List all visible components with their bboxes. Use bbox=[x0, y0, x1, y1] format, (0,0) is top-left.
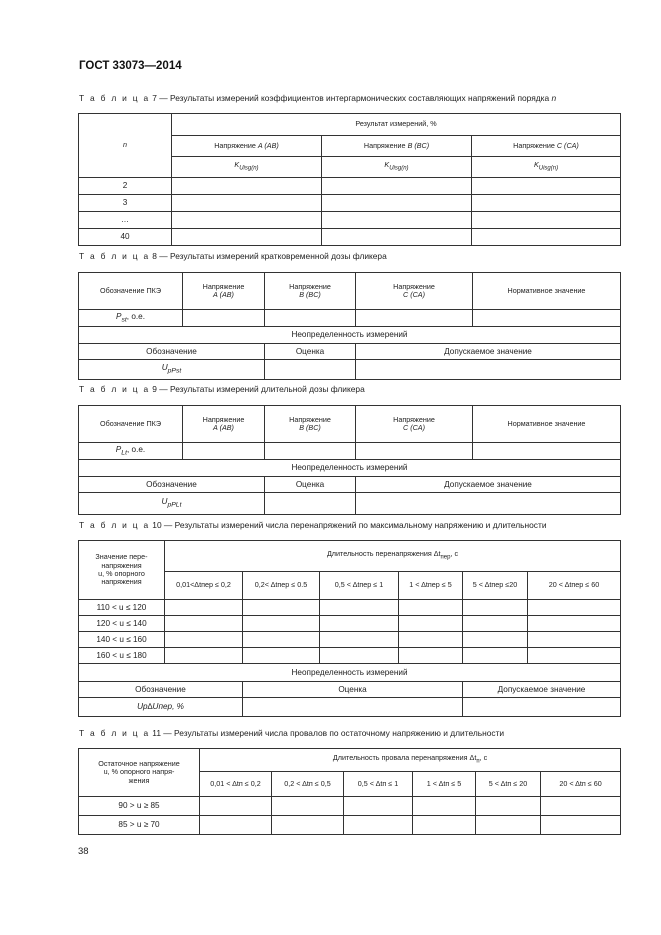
uncertainty-designation-header: Обозначение bbox=[79, 344, 265, 360]
group-header-unit: , с bbox=[450, 549, 459, 559]
data-cell bbox=[243, 616, 320, 632]
table-11 bbox=[78, 748, 621, 835]
data-cell bbox=[272, 797, 344, 816]
row-header-line: Остаточное напряжение bbox=[98, 759, 180, 769]
row-label: 85 > u ≥ 70 bbox=[79, 816, 200, 835]
interval-header: 0,2 < Δtп ≤ 0,5 bbox=[272, 772, 344, 797]
data-cell bbox=[322, 229, 472, 246]
symbol-sub: Lt bbox=[121, 449, 127, 457]
data-cell bbox=[463, 648, 528, 664]
data-cell bbox=[473, 310, 621, 327]
table-word: Т а б л и ц а bbox=[79, 251, 150, 261]
table-word: Т а б л и ц а bbox=[79, 728, 150, 738]
data-cell bbox=[541, 816, 621, 835]
voltage-label: Напряжение bbox=[202, 281, 245, 291]
group-header-text: Длительность провала перенапряжения Δt bbox=[332, 753, 477, 763]
interval-header: 1 < Δtпер ≤ 5 bbox=[399, 572, 463, 600]
table-row bbox=[79, 443, 621, 460]
column-header-phase-b bbox=[322, 136, 472, 157]
table-number: 11 bbox=[152, 728, 161, 738]
data-cell bbox=[172, 212, 322, 229]
row-header-line: жения bbox=[128, 775, 150, 785]
table-number: 9 bbox=[152, 384, 157, 394]
data-cell bbox=[183, 310, 265, 327]
phase-label: C (CA) bbox=[403, 423, 425, 432]
voltage-label: Напряжение bbox=[363, 140, 406, 150]
k-symbol-c bbox=[472, 157, 621, 178]
k-sub: Uisg(n) bbox=[389, 165, 409, 172]
table-8-caption bbox=[79, 251, 387, 261]
uncertainty-symbol bbox=[79, 360, 265, 380]
table-row bbox=[79, 178, 621, 195]
caption-variable: n bbox=[551, 93, 557, 103]
k-sub: Uisg(n) bbox=[538, 165, 559, 172]
data-cell bbox=[344, 816, 413, 835]
table-word: Т а б л и ц а bbox=[79, 93, 150, 103]
data-cell bbox=[476, 797, 541, 816]
data-cell bbox=[356, 310, 473, 327]
data-cell bbox=[243, 698, 463, 717]
table-row bbox=[79, 360, 621, 380]
voltage-label: Напряжение bbox=[513, 140, 555, 150]
table-row bbox=[79, 493, 621, 515]
table-row bbox=[79, 816, 621, 835]
table-row bbox=[79, 600, 621, 616]
data-cell bbox=[165, 600, 243, 616]
row-label: 120 < u ≤ 140 bbox=[79, 616, 165, 632]
data-cell bbox=[165, 648, 243, 664]
table-row bbox=[79, 698, 621, 717]
uncertainty-symbol: Up∆Uпер, % bbox=[79, 698, 243, 717]
table-row bbox=[79, 648, 621, 664]
row-label: 140 < u ≤ 160 bbox=[79, 632, 165, 648]
data-cell bbox=[265, 310, 356, 327]
data-cell bbox=[399, 616, 463, 632]
row-label: … bbox=[79, 212, 172, 229]
data-cell bbox=[322, 212, 472, 229]
column-header-phase-a bbox=[172, 136, 322, 157]
column-header-designation: Обозначение ПКЭ bbox=[79, 273, 183, 310]
uncertainty-allowed-header: Допускаемое значение bbox=[463, 682, 621, 698]
row-header-line: напряжения bbox=[101, 560, 142, 570]
k-symbol-a bbox=[172, 157, 322, 178]
data-cell bbox=[476, 816, 541, 835]
data-cell bbox=[356, 360, 621, 380]
table-9-caption bbox=[79, 384, 365, 394]
table-number: 7 bbox=[152, 93, 157, 103]
phase-label: C (CA) bbox=[556, 140, 579, 150]
interval-header: 0,01 < Δtп ≤ 0,2 bbox=[200, 772, 272, 797]
data-cell bbox=[463, 616, 528, 632]
group-header-unit: , с bbox=[479, 753, 488, 763]
voltage-label: Напряжение bbox=[214, 140, 256, 150]
table-7 bbox=[78, 113, 621, 246]
column-header-phase-c bbox=[356, 406, 473, 443]
voltage-label: Напряжение bbox=[393, 414, 435, 424]
caption-text: — Результаты измерений коэффициентов интергармонических составляющих напряжений порядка bbox=[156, 93, 552, 103]
data-cell bbox=[528, 616, 621, 632]
caption-text: — Результаты измерений числа перенапряжений по максимальному напряжению и длительности bbox=[161, 520, 547, 530]
data-cell bbox=[200, 797, 272, 816]
symbol-sub: pPLt bbox=[167, 501, 182, 509]
data-cell bbox=[344, 797, 413, 816]
uncertainty-symbol bbox=[79, 493, 265, 515]
table-7-caption bbox=[79, 93, 556, 103]
k-symbol-b bbox=[322, 157, 472, 178]
data-cell bbox=[172, 195, 322, 212]
data-cell bbox=[172, 178, 322, 195]
phase-label: C (CA) bbox=[403, 290, 425, 299]
data-cell bbox=[265, 493, 356, 515]
data-cell bbox=[183, 443, 265, 460]
uncertainty-header: Неопределенность измерений bbox=[79, 664, 621, 682]
column-header-phase-b bbox=[265, 406, 356, 443]
data-cell bbox=[472, 178, 621, 195]
column-header-phase-c bbox=[356, 273, 473, 310]
table-row bbox=[79, 229, 621, 246]
data-cell bbox=[165, 632, 243, 648]
phase-label: A (AB) bbox=[257, 140, 279, 150]
data-cell bbox=[320, 632, 399, 648]
data-cell bbox=[528, 632, 621, 648]
uncertainty-header: Неопределенность измерений bbox=[79, 460, 621, 477]
table-row bbox=[79, 310, 621, 327]
group-header-sub: пер bbox=[440, 554, 451, 561]
data-cell bbox=[472, 195, 621, 212]
phase-label: B (BC) bbox=[407, 140, 430, 150]
data-cell bbox=[200, 816, 272, 835]
data-cell bbox=[528, 648, 621, 664]
document-id: ГОСТ 33073—2014 bbox=[79, 60, 182, 72]
data-cell bbox=[243, 648, 320, 664]
row-header-line: u, % опорного напря- bbox=[103, 767, 175, 777]
group-header-text: Длительность перенапряжения Δt bbox=[326, 549, 441, 559]
symbol-main: P bbox=[116, 311, 122, 321]
row-label: 110 < u ≤ 120 bbox=[79, 600, 165, 616]
row-header-line: напряжения bbox=[101, 577, 142, 587]
data-cell bbox=[541, 797, 621, 816]
column-header-normative: Нормативное значение bbox=[473, 406, 621, 443]
phase-label: A (AB) bbox=[213, 290, 234, 299]
symbol-unit: , о.е. bbox=[126, 444, 146, 454]
caption-text: — Результаты измерений числа провалов по остаточному напряжению и длительности bbox=[160, 728, 505, 738]
data-cell bbox=[528, 600, 621, 616]
phase-label: A (AB) bbox=[213, 423, 234, 432]
column-header-n: n bbox=[79, 114, 172, 178]
interval-header: 0,2< Δtпер ≤ 0.5 bbox=[243, 572, 320, 600]
k-main: K bbox=[234, 160, 240, 170]
interval-header: 5 < Δtп ≤ 20 bbox=[476, 772, 541, 797]
table-row bbox=[79, 797, 621, 816]
data-cell bbox=[356, 493, 621, 515]
data-cell bbox=[463, 600, 528, 616]
row-label: 2 bbox=[79, 178, 172, 195]
group-header bbox=[200, 749, 621, 772]
group-header-sub: п bbox=[476, 758, 480, 765]
data-cell bbox=[165, 616, 243, 632]
row-header bbox=[79, 749, 200, 797]
uncertainty-allowed-header: Допускаемое значение bbox=[356, 477, 621, 493]
row-label bbox=[79, 310, 183, 327]
data-cell bbox=[472, 212, 621, 229]
symbol-sub: st bbox=[121, 316, 127, 324]
table-10 bbox=[78, 540, 621, 717]
voltage-label: Напряжение bbox=[289, 414, 331, 424]
table-11-caption bbox=[79, 728, 504, 738]
table-number: 10 bbox=[152, 520, 162, 530]
k-main: K bbox=[533, 160, 539, 170]
uncertainty-estimate-header: Оценка bbox=[265, 477, 356, 493]
data-cell bbox=[399, 648, 463, 664]
column-header-phase-a bbox=[183, 273, 265, 310]
interval-header: 0,5 < Δtп ≤ 1 bbox=[344, 772, 413, 797]
k-main: K bbox=[384, 160, 390, 170]
uncertainty-estimate-header: Оценка bbox=[243, 682, 463, 698]
voltage-label: Напряжение bbox=[393, 281, 435, 291]
data-cell bbox=[473, 443, 621, 460]
data-cell bbox=[320, 648, 399, 664]
caption-text: — Результаты измерений длительной дозы фликера bbox=[156, 384, 365, 394]
data-cell bbox=[399, 632, 463, 648]
interval-header: 20 < Δtп ≤ 60 bbox=[541, 772, 621, 797]
column-header-phase-a bbox=[183, 406, 265, 443]
data-cell bbox=[243, 632, 320, 648]
group-header: Результат измерений, % bbox=[172, 114, 621, 136]
interval-header: 0,01<Δtпер ≤ 0,2 bbox=[165, 572, 243, 600]
group-header bbox=[165, 541, 621, 572]
table-row bbox=[79, 616, 621, 632]
voltage-label: Напряжение bbox=[202, 414, 245, 424]
table-number: 8 bbox=[152, 251, 157, 261]
table-8 bbox=[78, 272, 621, 380]
row-label bbox=[79, 443, 183, 460]
phase-label: B (BC) bbox=[299, 290, 321, 299]
page-number: 38 bbox=[78, 846, 89, 857]
interval-header: 1 < Δtп ≤ 5 bbox=[413, 772, 476, 797]
row-header bbox=[79, 541, 165, 600]
table-row bbox=[79, 195, 621, 212]
uncertainty-designation-header: Обозначение bbox=[79, 682, 243, 698]
row-label: 3 bbox=[79, 195, 172, 212]
symbol-main: P bbox=[115, 444, 122, 454]
table-10-caption bbox=[79, 520, 547, 530]
k-sub: Uisg(n) bbox=[239, 165, 259, 172]
interval-header: 20 < Δtпер ≤ 60 bbox=[528, 572, 621, 600]
data-cell bbox=[320, 616, 399, 632]
table-word: Т а б л и ц а bbox=[79, 520, 150, 530]
column-header-designation: Обозначение ПКЭ bbox=[79, 406, 183, 443]
data-cell bbox=[265, 443, 356, 460]
data-cell bbox=[172, 229, 322, 246]
uncertainty-header: Неопределенность измерений bbox=[79, 327, 621, 344]
row-header-line: Значение пере- bbox=[95, 552, 148, 562]
data-cell bbox=[322, 195, 472, 212]
data-cell bbox=[243, 600, 320, 616]
row-label: 40 bbox=[79, 229, 172, 246]
table-row bbox=[79, 632, 621, 648]
interval-header: 5 < Δtпер ≤20 bbox=[463, 572, 528, 600]
column-header-normative: Нормативное значение bbox=[473, 273, 621, 310]
interval-header: 0,5 < Δtпер ≤ 1 bbox=[320, 572, 399, 600]
data-cell bbox=[356, 443, 473, 460]
data-cell bbox=[463, 632, 528, 648]
data-cell bbox=[463, 698, 621, 717]
phase-label: B (BC) bbox=[299, 423, 321, 432]
data-cell bbox=[413, 797, 476, 816]
caption-text: — Результаты измерений кратковременной дозы фликера bbox=[156, 251, 387, 261]
symbol-main: U bbox=[161, 363, 168, 373]
data-cell bbox=[472, 229, 621, 246]
row-label: 90 > u ≥ 85 bbox=[79, 797, 200, 816]
column-header-phase-c bbox=[472, 136, 621, 157]
uncertainty-allowed-header: Допускаемое значение bbox=[356, 344, 621, 360]
table-9 bbox=[78, 405, 621, 515]
table-row bbox=[79, 212, 621, 229]
data-cell bbox=[320, 600, 399, 616]
symbol-unit: , о.е. bbox=[126, 311, 145, 321]
uncertainty-designation-header: Обозначение bbox=[79, 477, 265, 493]
data-cell bbox=[413, 816, 476, 835]
table-word: Т а б л и ц а bbox=[79, 384, 150, 394]
data-cell bbox=[322, 178, 472, 195]
row-header-line: u, % опорного bbox=[98, 569, 145, 578]
symbol-sub: pPst bbox=[167, 367, 182, 375]
uncertainty-estimate-header: Оценка bbox=[265, 344, 356, 360]
data-cell bbox=[265, 360, 356, 380]
row-label: 160 < u ≤ 180 bbox=[79, 648, 165, 664]
data-cell bbox=[272, 816, 344, 835]
data-cell bbox=[399, 600, 463, 616]
symbol-main: U bbox=[161, 497, 168, 507]
voltage-label: Напряжение bbox=[289, 281, 331, 291]
column-header-phase-b bbox=[265, 273, 356, 310]
